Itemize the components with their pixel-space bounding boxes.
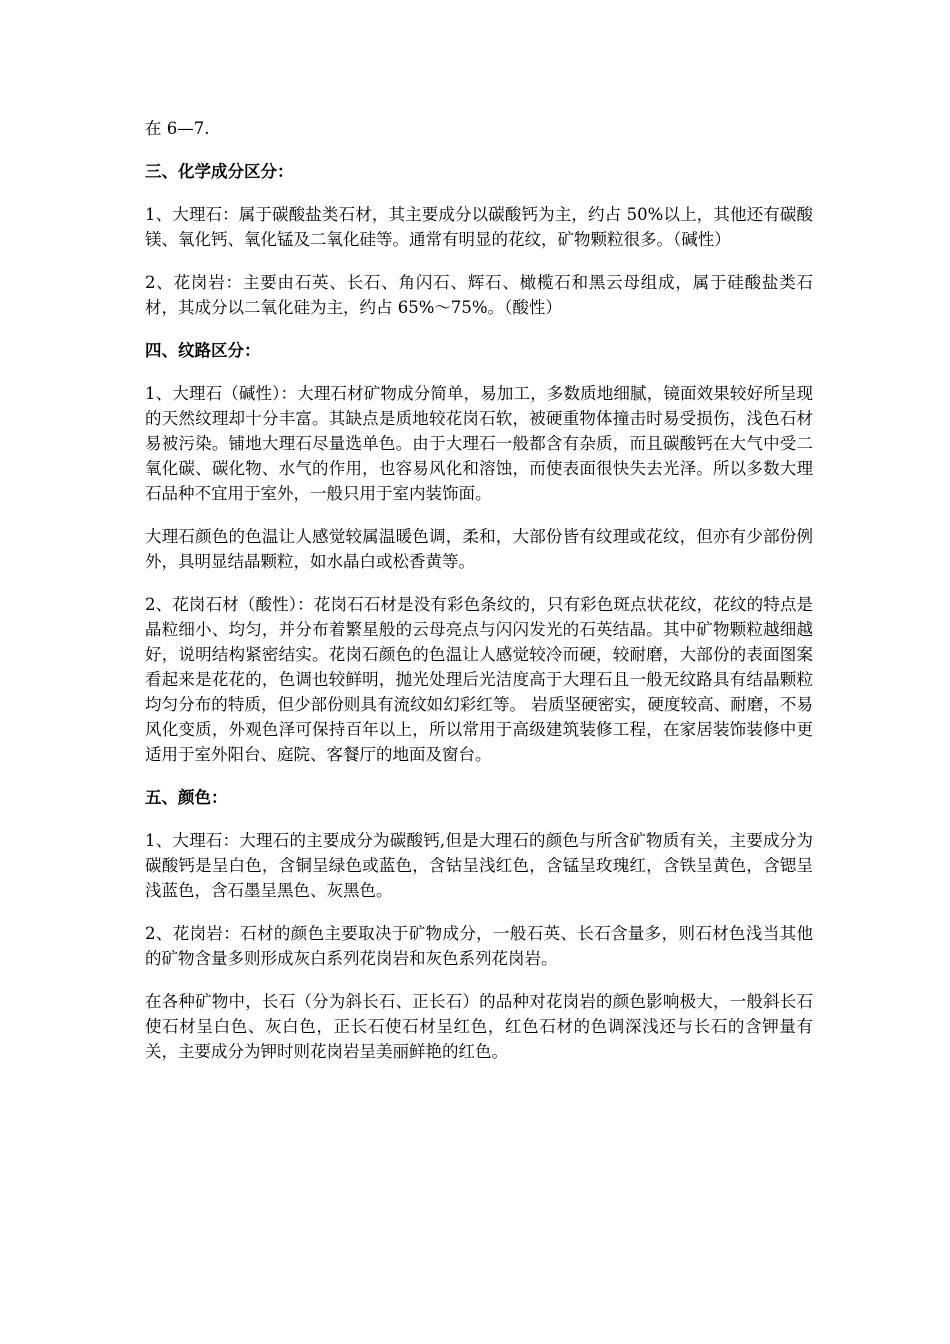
paragraph-marble-color: 1、大理石：大理石的主要成分为碳酸钙,但是大理石的颜色与所含矿物质有关，主要成分为碳酸钙是呈白色，含铜呈绿色或蓝色，含钴呈浅红色，含锰呈玫瑰红，含铁呈黄色，含锶呈浅蓝色，含石墨呈黑色、灰黑色。 (145, 831, 813, 900)
paragraph-granite-color: 2、花岗岩：石材的颜色主要取决于矿物成分，一般石英、长石含量多，则石材色浅当其他的矿物含量多则形成灰白系列花岗岩和灰色系列花岗岩。 (145, 924, 813, 968)
paragraph-granite-texture: 2、花岗石材（酸性）：花岗石石材是没有彩色条纹的，只有彩色斑点状花纹，花纹的特点是晶粒细小、均匀，并分布着繁星般的云母亮点与闪闪发光的石英结晶。其中矿物颗粒越细越好，说明结构紧密结实。花岗石颜色的色温让人感觉较冷而硬，较耐磨，大部份的表面图案看起来是花花的，色调也较鲜明，抛光处理后光洁度高于大理石且一般无纹路具有结晶颗粒均匀分布的特质，但少部份则具有流纹如幻彩红等。 岩质坚硬密实，硬度较高、耐磨，不易风化变质，外观色泽可保持百年以上，所以常用于高级建筑装修工程，在家居装饰装修中更适用于室外阳台、庭院、客餐厅的地面及窗台。 (145, 595, 813, 764)
paragraph-marble-texture: 1、大理石（碱性）：大理石材矿物成分简单，易加工，多数质地细腻，镜面效果较好所呈现的天然纹理却十分丰富。其缺点是质地较花岗石软，被硬重物体撞击时易受损伤，浅色石材易被污染。铺地大理石尽量选单色。由于大理石一般都含有杂质，而且碳酸钙在大气中受二氧化碳、碳化物、水气的作用，也容易风化和溶蚀，而使表面很快失去光泽。所以多数大理石品种不宜用于室外，一般只用于室内装饰面。 (145, 384, 813, 503)
paragraph-marble-color-temperature: 大理石颜色的色温让人感觉较属温暖色调，柔和，大部份皆有纹理或花纹，但亦有少部份例外，具明显结晶颗粒，如水晶白或松香黄等。 (145, 527, 813, 571)
document-page (145, 116, 813, 1082)
paragraph-marble-composition: 1、大理石：属于碳酸盐类石材，其主要成分以碳酸钙为主，约占 50%以上，其他还有碳酸镁、氧化钙、氧化锰及二氧化硅等。通常有明显的花纹，矿物颗粒很多。（碱性） (145, 205, 813, 249)
paragraph-continuation: 在 6—7. (145, 119, 210, 138)
paragraph-feldspar-influence: 在各种矿物中，长石（分为斜长石、正长石）的品种对花岗岩的颜色影响极大，一般斜长石使石材呈白色、灰白色，正长石使石材呈红色，红色石材的色调深浅还与长石的含钾量有关，主要成分为钾时则花岗岩呈美丽鲜艳的红色。 (145, 992, 813, 1061)
paragraph-granite-composition: 2、花岗岩：主要由石英、长石、角闪石、辉石、橄榄石和黑云母组成，属于硅酸盐类石材，其成分以二氧化硅为主，约占 65%～75%。（酸性） (145, 273, 813, 317)
heading-color: 五、颜色： (145, 788, 228, 807)
heading-texture: 四、纹路区分： (145, 341, 261, 360)
heading-chemical-composition: 三、化学成分区分： (145, 162, 294, 181)
